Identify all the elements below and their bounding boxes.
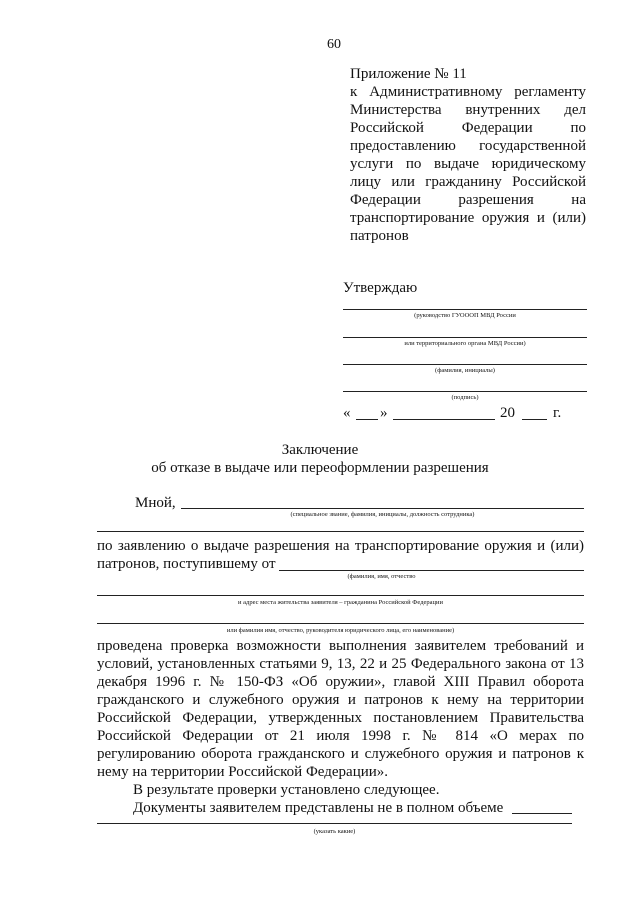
body-line: гражданского и служебного оружия и патронов к нему на территории xyxy=(97,692,584,708)
appendix-line: лицу или гражданину Российской xyxy=(350,174,586,190)
appendix-line: к Административному регламенту xyxy=(350,84,586,100)
date-open-quote: « xyxy=(343,405,351,421)
body-paragraph xyxy=(97,637,584,781)
date-year-line xyxy=(522,419,547,420)
body-line: регулированию оборота гражданского и служебного оружия и патронов к xyxy=(97,746,584,762)
official-caption: (специальное звание, фамилия, инициалы, должность сотрудника) xyxy=(290,511,475,518)
date-year-suffix: г. xyxy=(553,405,562,421)
body-line: нему на территории Российской Федерации». xyxy=(97,764,389,780)
date-day-line xyxy=(356,419,378,420)
address-caption: и адрес места жительства заявителя – гражданина Российской Федерации xyxy=(238,599,443,606)
documents-line: Документы заявителем представлены не в полном объеме xyxy=(133,800,504,816)
approve-title: Утверждаю xyxy=(343,280,418,296)
appendix-line: Министерства внутренних дел xyxy=(350,102,586,118)
body-line: декабря 1996 г. № 150-ФЗ «Об оружии», главой XIII Правил оборота xyxy=(97,674,584,690)
appendix-line: транспортирование оружия и (или) xyxy=(350,210,586,226)
specify-line xyxy=(97,823,572,824)
applicant-line xyxy=(279,570,584,571)
appendix-line: предоставлению государственной xyxy=(350,138,586,154)
appendix-line: Российской Федерации по xyxy=(350,120,586,136)
conclusion-subtitle: об отказе в выдаче или переоформлении разрешения xyxy=(151,460,489,476)
body-line: Российской Федерации, утвержденных постановлением Правительства xyxy=(97,710,584,726)
conclusion-title: Заключение xyxy=(281,442,359,458)
by-me-label: Мной, xyxy=(135,495,176,511)
signature-line xyxy=(343,391,587,392)
result-line: В результате проверки установлено следующее. xyxy=(133,782,440,798)
page-number: 60 xyxy=(327,37,341,52)
application-line: по заявлению о выдаче разрешения на транспортирование оружия и (или) xyxy=(97,538,584,554)
date-year-prefix: 20 xyxy=(500,405,515,421)
official-line xyxy=(181,508,584,509)
signature-line xyxy=(343,337,587,338)
blank-line xyxy=(97,531,584,532)
appendix-line: Федерации разрешения на xyxy=(350,192,586,208)
date-month-line xyxy=(393,419,495,420)
application-line: патронов, поступившему от xyxy=(97,556,276,572)
body-line: условий, установленных статьями 9, 13, 22 и 25 Федерального закона от 13 xyxy=(97,656,584,672)
body-line: Российской Федерации от 21 июля 1998 г. № 814 «О мерах по xyxy=(97,728,584,744)
approve-caption: (руководство ГУОООП МВД России xyxy=(414,312,516,319)
signature-line xyxy=(343,309,587,310)
specify-caption: (указать какие) xyxy=(313,828,356,835)
documents-blank xyxy=(512,813,572,814)
fio-caption: (фамилия, имя, отчество xyxy=(347,573,416,580)
appendix-line: услуги по выдаче юридическому xyxy=(350,156,586,172)
appendix-line: Приложение № 11 xyxy=(350,66,467,82)
address-line xyxy=(97,595,584,596)
approve-caption: (подпись) xyxy=(451,394,479,401)
body-line: проведена проверка возможности выполнения заявителем требований и xyxy=(97,638,584,654)
approve-caption: (фамилия, инициалы) xyxy=(435,367,495,374)
signature-line xyxy=(343,364,587,365)
legal-line xyxy=(97,623,584,624)
appendix-line: патронов xyxy=(350,228,409,244)
date-close-quote: » xyxy=(380,405,388,421)
legal-caption: или фамилия имя, отчество, руководителя юридического лица, его наименование) xyxy=(226,627,455,634)
approve-caption: или территориального органа МВД России) xyxy=(404,340,526,347)
appendix-block xyxy=(350,65,586,245)
